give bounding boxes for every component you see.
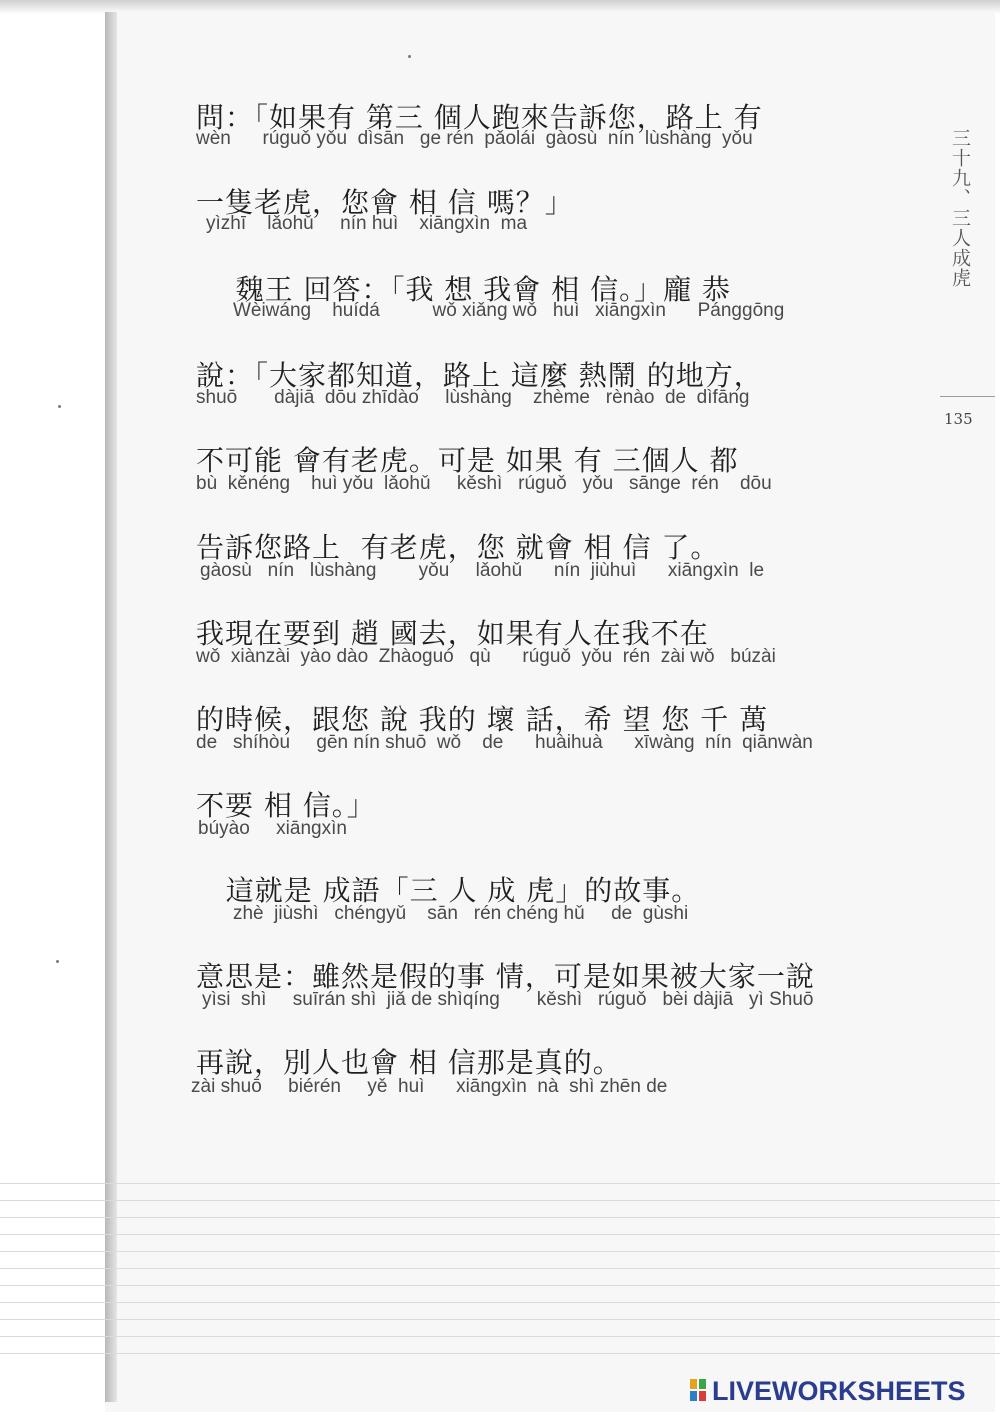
page-number: 135 — [944, 410, 973, 428]
pinyin-line: búyào xiāngxìn — [198, 818, 347, 839]
ruled-line — [0, 1217, 1000, 1218]
pinyin-line: de shíhòu gēn nín shuō wǒ de huàihuà xīwàng nín qiānwàn — [196, 732, 813, 753]
ruled-line — [0, 1251, 1000, 1252]
chinese-line: 一隻老虎，您會 相 信 嗎？」 — [196, 186, 574, 219]
margin-rule — [940, 396, 995, 397]
ruled-line — [0, 1336, 1000, 1337]
pinyin-line: wǒ xiànzài yào dào Zhàoguó qù rúguǒ yǒu rén zài wǒ búzài — [196, 646, 776, 667]
pinyin-line: zhè jiùshì chéngyǔ sān rén chéng hǔ de gùshi — [196, 903, 689, 924]
ruled-line — [0, 1268, 1000, 1269]
liveworksheets-brand: LIVEWORKSHEETS — [712, 1376, 966, 1406]
chinese-line: 不要 相 信。」 — [196, 789, 376, 822]
chinese-line: 這就是 成語「三 人 成 虎」的故事。 — [196, 874, 701, 907]
chinese-line: 說：「大家都知道，路上 這麼 熱鬧 的地方， — [196, 359, 763, 392]
ruled-line — [0, 1302, 1000, 1303]
chinese-line: 告訴您路上 有老虎，您 就會 相 信 了。 — [196, 531, 720, 564]
scan-speck — [408, 55, 411, 58]
ruled-line — [0, 1183, 1000, 1184]
pinyin-line: zài shuō biérén yě huì xiāngxìn nà shì zhēn de — [191, 1076, 668, 1097]
chinese-line: 再說，別人也會 相 信那是真的。 — [196, 1046, 622, 1079]
chinese-line: 的時候，跟您 說 我的 壞 話，希 望 您 千 萬 — [196, 703, 769, 736]
pinyin-line: bù kěnéng huì yǒu lǎohǔ kěshì rúguǒ yǒu sānge rén dōu — [196, 473, 772, 494]
pinyin-line: wèn rúguǒ yǒu dìsān ge rén pǎolái gàosù nín lùshàng yǒu — [196, 128, 753, 149]
pinyin-line: shuō dàjiā dōu zhīdào lùshàng zhème rènào de dìfāng — [196, 387, 750, 408]
chinese-line: 魏王 回答：「我 想 我會 相 信。」龐 恭 — [196, 273, 732, 306]
ruled-line — [0, 1353, 1000, 1354]
ruled-line — [0, 1234, 1000, 1235]
chinese-line: 不可能 會有老虎。可是 如果 有 三個人 都 — [196, 444, 739, 477]
chinese-line: 我現在要到 趙 國去，如果有人在我不在 — [196, 617, 709, 650]
chapter-side-title: 三十九、三人成虎 — [949, 128, 971, 288]
pinyin-line: yìsi shì suīrán shì jiǎ de shìqíng kěshì rúguǒ bèi dàjiā yì Shuō — [202, 989, 814, 1010]
chinese-line: 問：「如果有 第三 個人跑來告訴您，路上 有 — [196, 101, 763, 134]
chinese-line: 意思是：雖然是假的事 情，可是如果被大家一說 — [196, 960, 815, 993]
ruled-line — [0, 1285, 1000, 1286]
scan-speck — [58, 405, 61, 408]
scan-speck — [56, 960, 59, 963]
ruled-line — [0, 1200, 1000, 1201]
pinyin-line: yìzhī lǎohǔ nín huì xiāngxìn ma — [206, 213, 528, 234]
liveworksheets-logo-icon — [690, 1379, 706, 1401]
pinyin-line: gàosù nín lùshàng yǒu lǎohǔ nín jiùhuì xiāngxìn le — [200, 560, 765, 581]
binding-shadow — [105, 12, 117, 1402]
pinyin-line: Wèiwáng huídá wǒ xiǎng wǒ huì xiāngxìn Pánggōng — [196, 300, 785, 321]
ruled-line — [0, 1319, 1000, 1320]
